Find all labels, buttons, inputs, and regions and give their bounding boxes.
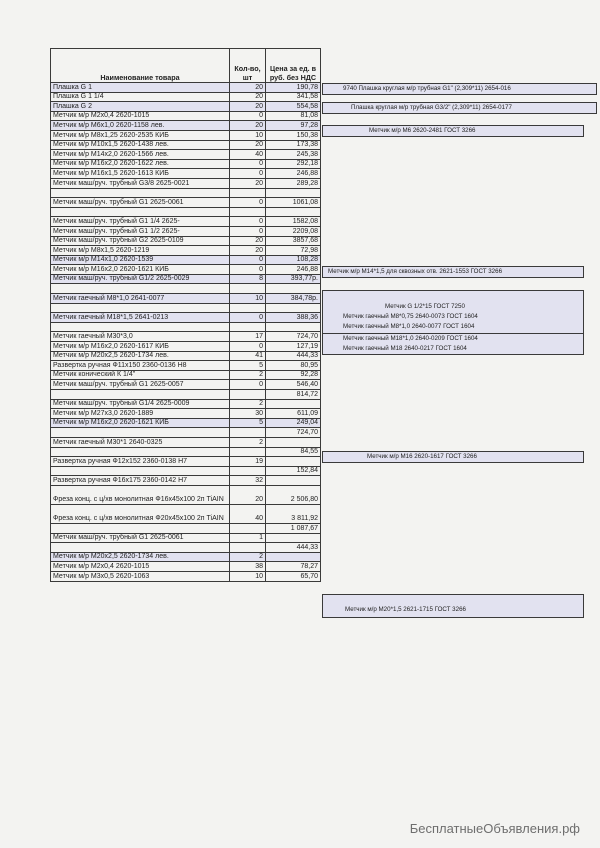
table-row <box>51 370 321 380</box>
cell-qty: 30 <box>230 409 266 419</box>
cell-qty: 2 <box>230 370 266 380</box>
cell-qty: 17 <box>230 332 266 342</box>
table-row <box>51 552 321 562</box>
cell-price: 724,70 <box>266 428 321 438</box>
cell-name: Метчик м/р М8х1,5 2620-1219 <box>51 246 230 256</box>
table-row <box>51 562 321 572</box>
cell-qty: 0 <box>230 255 266 265</box>
table-row <box>51 284 321 294</box>
table-row <box>51 409 321 419</box>
cell-name: Метчик м/р М16х2,0 2620-1622 лев. <box>51 159 230 169</box>
cell-qty: 0 <box>230 313 266 323</box>
table-row <box>51 504 321 523</box>
table-row <box>51 217 321 227</box>
table-row <box>51 313 321 323</box>
cell-name: Метчик м/р М6х1,0 2620-1158 лев. <box>51 121 230 131</box>
table-header-row <box>51 49 321 83</box>
table-row <box>51 294 321 304</box>
cell-price <box>266 552 321 562</box>
cell-name: Развертка ручная Ф16х175 2360-0142 Н7 <box>51 476 230 486</box>
table-row <box>51 533 321 543</box>
cell-name <box>51 207 230 217</box>
cell-price: 78,27 <box>266 562 321 572</box>
table-row <box>51 571 321 581</box>
cell-price <box>266 399 321 409</box>
table-row <box>51 332 321 342</box>
cell-name: Метчик маш/руч. трубный G1 1/4 2625- <box>51 217 230 227</box>
cell-qty: 5 <box>230 418 266 428</box>
cell-price: 152,84 <box>266 466 321 476</box>
cell-price <box>266 457 321 467</box>
cell-price: 3 811,92 <box>266 504 321 523</box>
table-row <box>51 390 321 400</box>
cell-name: Метчик м/р М10х1,5 2620-1438 лев. <box>51 140 230 150</box>
cell-price: 814,72 <box>266 390 321 400</box>
cell-qty: 20 <box>230 236 266 246</box>
table-row <box>51 207 321 217</box>
cell-name: Метчик маш/руч. трубный G1 2625-0061 <box>51 533 230 543</box>
cell-qty: 0 <box>230 159 266 169</box>
cell-price: 72,98 <box>266 246 321 256</box>
cell-qty <box>230 390 266 400</box>
table-row <box>51 380 321 390</box>
cell-qty: 38 <box>230 562 266 572</box>
cell-name <box>51 322 230 332</box>
table-row <box>51 130 321 140</box>
cell-price: 245,38 <box>266 150 321 160</box>
note-7: Метчик гаечный М8*1,0 2640-0077 ГОСТ 1604 <box>343 323 475 330</box>
cell-price: 150,38 <box>266 130 321 140</box>
cell-name <box>51 523 230 533</box>
cell-name: Метчик маш/руч. трубный G1/4 2625-0009 <box>51 399 230 409</box>
cell-price: 2209,08 <box>266 226 321 236</box>
cell-name: Метчик конический К 1/4" <box>51 370 230 380</box>
cell-name: Метчик м/р М2х0,4 2620-1015 <box>51 562 230 572</box>
cell-qty: 10 <box>230 294 266 304</box>
cell-qty: 20 <box>230 246 266 256</box>
cell-name <box>51 428 230 438</box>
cell-qty: 0 <box>230 217 266 227</box>
cell-price: 246,88 <box>266 169 321 179</box>
cell-price: 611,09 <box>266 409 321 419</box>
table-row <box>51 476 321 486</box>
cell-name: Фреза конц. с ц/хв монолитная Ф16х45х100 2п TiAIN <box>51 485 230 504</box>
cell-price: 97,28 <box>266 121 321 131</box>
table-row <box>51 303 321 313</box>
cell-name: Развертка ручная Ф11х150 2360-0136 Н8 <box>51 361 230 371</box>
cell-qty: 0 <box>230 111 266 121</box>
cell-price <box>266 476 321 486</box>
cell-name: Метчик м/р М20х2,5 2620-1734 лев. <box>51 351 230 361</box>
cell-qty: 0 <box>230 342 266 352</box>
table-row <box>51 428 321 438</box>
note-5: Метчик G 1/2*15 ГОСТ 7250 <box>385 303 465 310</box>
cell-name: Метчик маш/руч. трубный G1 2625-0057 <box>51 380 230 390</box>
cell-qty <box>230 447 266 457</box>
cell-qty: 40 <box>230 150 266 160</box>
cell-name: Метчик м/р М27х3,0 2620-1889 <box>51 409 230 419</box>
cell-qty <box>230 188 266 198</box>
table-row <box>51 523 321 533</box>
cell-price: 546,40 <box>266 380 321 390</box>
table-row <box>51 447 321 457</box>
note-3: Метчик м/р М6 2620-2481 ГОСТ 3266 <box>369 127 476 134</box>
table-row <box>51 111 321 121</box>
cell-price: 444,33 <box>266 351 321 361</box>
cell-name: Метчик м/р М8х1,25 2620-2535 КИБ <box>51 130 230 140</box>
cell-qty: 20 <box>230 178 266 188</box>
header-qty: Кол-во, шт <box>230 49 266 83</box>
cell-price <box>266 188 321 198</box>
cell-name: Метчик маш/руч. трубный G2 2625-0109 <box>51 236 230 246</box>
cell-price: 108,28 <box>266 255 321 265</box>
table-row <box>51 150 321 160</box>
table-row <box>51 399 321 409</box>
cell-price: 2 506,80 <box>266 485 321 504</box>
cell-name: Метчик м/р М20х2,5 2620-1734 лев. <box>51 552 230 562</box>
cell-qty: 10 <box>230 571 266 581</box>
cell-name: Метчик маш/руч. трубный G1 2625-0061 <box>51 198 230 208</box>
table-row <box>51 342 321 352</box>
cell-qty: 41 <box>230 351 266 361</box>
cell-qty <box>230 303 266 313</box>
note-2: Плашка круглая м/р трубная G3/2" (2,309*11) 2654-0177 <box>351 104 512 111</box>
cell-price <box>266 322 321 332</box>
note-4: Метчик м/р М14*1,5 для сквозных отв. 2621-1553 ГОСТ 3266 <box>328 268 503 275</box>
cell-qty: 8 <box>230 274 266 284</box>
cell-qty: 20 <box>230 83 266 93</box>
cell-price: 388,36 <box>266 313 321 323</box>
cell-price: 1061,08 <box>266 198 321 208</box>
table-row <box>51 226 321 236</box>
cell-qty: 32 <box>230 476 266 486</box>
table-row <box>51 265 321 275</box>
cell-price: 81,08 <box>266 111 321 121</box>
note-11: Метчик м/р М20*1,5 2621-1715 ГОСТ 3266 <box>345 606 466 613</box>
cell-qty: 0 <box>230 169 266 179</box>
cell-name: Метчик м/р М16х2,0 2620-1621 КИБ <box>51 418 230 428</box>
cell-price: 292,18 <box>266 159 321 169</box>
cell-price: 554,58 <box>266 102 321 112</box>
table-row <box>51 322 321 332</box>
cell-price: 724,70 <box>266 332 321 342</box>
cell-name: Фреза конц. с ц/хв монолитная Ф20х45х100 2п TiAIN <box>51 504 230 523</box>
table-row <box>51 188 321 198</box>
table-row <box>51 140 321 150</box>
cell-qty: 0 <box>230 226 266 236</box>
cell-qty: 20 <box>230 485 266 504</box>
header-name: Наименование товара <box>51 49 230 83</box>
cell-name: Метчик маш/руч. трубный G1/2 2625-0029 <box>51 274 230 284</box>
cell-qty: 0 <box>230 380 266 390</box>
cell-qty <box>230 523 266 533</box>
cell-name: Метчик гаечный М8*1,0 2641-0077 <box>51 294 230 304</box>
cell-name <box>51 284 230 294</box>
note-9: Метчик гаечный М18 2640-0217 ГОСТ 1604 <box>343 345 467 352</box>
cell-name: Метчик м/р М14х1,0 2620-1539 <box>51 255 230 265</box>
cell-name: Метчик маш/руч. трубный G1 1/2 2625- <box>51 226 230 236</box>
table-row <box>51 178 321 188</box>
table-row <box>51 121 321 131</box>
cell-qty: 0 <box>230 265 266 275</box>
cell-qty: 40 <box>230 504 266 523</box>
cell-price: 246,88 <box>266 265 321 275</box>
cell-name: Метчик маш/руч. трубный G3/8 2625-0021 <box>51 178 230 188</box>
cell-price <box>266 284 321 294</box>
cell-price: 190,78 <box>266 83 321 93</box>
cell-qty: 0 <box>230 198 266 208</box>
cell-price: 341,58 <box>266 92 321 102</box>
table-row <box>51 246 321 256</box>
note-6: Метчик гаечный М8*0,75 2640-0073 ГОСТ 1604 <box>343 313 478 320</box>
cell-price <box>266 437 321 447</box>
cell-qty <box>230 543 266 553</box>
cell-name <box>51 390 230 400</box>
table-row <box>51 361 321 371</box>
cell-price: 92,28 <box>266 370 321 380</box>
cell-qty: 10 <box>230 130 266 140</box>
cell-name <box>51 303 230 313</box>
cell-price: 249,04 <box>266 418 321 428</box>
cell-qty: 20 <box>230 92 266 102</box>
cell-name: Метчик м/р М14х2,0 2620-1566 лев. <box>51 150 230 160</box>
cell-qty: 20 <box>230 102 266 112</box>
cell-name <box>51 188 230 198</box>
table-row <box>51 255 321 265</box>
cell-price: 173,38 <box>266 140 321 150</box>
table-row <box>51 351 321 361</box>
cell-qty: 2 <box>230 552 266 562</box>
cell-qty <box>230 284 266 294</box>
cell-qty: 1 <box>230 533 266 543</box>
cell-name <box>51 447 230 457</box>
cell-qty <box>230 322 266 332</box>
cell-price: 1 087,67 <box>266 523 321 533</box>
cell-name: Плашка G 2 <box>51 102 230 112</box>
note-10: Метчик м/р М16 2620-1617 ГОСТ 3266 <box>367 453 477 460</box>
table-row <box>51 466 321 476</box>
cell-price: 80,95 <box>266 361 321 371</box>
cell-price: 127,19 <box>266 342 321 352</box>
header-price: Цена за ед. в руб. без НДС <box>266 49 321 83</box>
table-row <box>51 457 321 467</box>
table-row <box>51 159 321 169</box>
table-row <box>51 83 321 93</box>
table-row <box>51 102 321 112</box>
cell-qty: 19 <box>230 457 266 467</box>
cell-name: Метчик м/р М2х0,4 2620-1015 <box>51 111 230 121</box>
cell-price: 1582,08 <box>266 217 321 227</box>
cell-name: Метчик м/р М16х2,0 2620-1621 КИБ <box>51 265 230 275</box>
table-row <box>51 198 321 208</box>
cell-name: Развертка ручная Ф12х152 2360-0138 Н7 <box>51 457 230 467</box>
cell-price: 444,33 <box>266 543 321 553</box>
price-table <box>50 48 321 582</box>
cell-qty: 2 <box>230 437 266 447</box>
cell-name <box>51 466 230 476</box>
cell-price: 289,28 <box>266 178 321 188</box>
cell-price: 3857,68 <box>266 236 321 246</box>
table-row <box>51 236 321 246</box>
cell-qty: 5 <box>230 361 266 371</box>
cell-name: Метчик м/р М3х0,5 2620-1063 <box>51 571 230 581</box>
table-row <box>51 274 321 284</box>
cell-qty <box>230 466 266 476</box>
cell-qty: 20 <box>230 121 266 131</box>
table-row <box>51 485 321 504</box>
table-row <box>51 418 321 428</box>
cell-name: Метчик гаечный М18*1,5 2641-0213 <box>51 313 230 323</box>
cell-qty <box>230 428 266 438</box>
cell-name: Плашка G 1 1/4 <box>51 92 230 102</box>
table-row <box>51 92 321 102</box>
cell-price <box>266 303 321 313</box>
cell-name: Метчик гаечный М30*1 2640-0325 <box>51 437 230 447</box>
cell-name: Метчик м/р М16х1,5 2620-1613 КИБ <box>51 169 230 179</box>
cell-price <box>266 207 321 217</box>
cell-name <box>51 543 230 553</box>
cell-qty: 2 <box>230 399 266 409</box>
table-row <box>51 169 321 179</box>
cell-price: 393,77р. <box>266 274 321 284</box>
cell-qty: 20 <box>230 140 266 150</box>
cell-price: 384,78р. <box>266 294 321 304</box>
cell-name: Метчик м/р М16х2,0 2620-1617 КИБ <box>51 342 230 352</box>
cell-price: 65,70 <box>266 571 321 581</box>
site-watermark: БесплатныеОбъявления.рф <box>409 821 580 836</box>
table-row <box>51 437 321 447</box>
table-row <box>51 543 321 553</box>
note-1: 9740 Плашка круглая м/р трубная G1" (2,309*11) 2654-016 <box>343 85 511 92</box>
cell-name: Метчик гаечный М30*3,0 <box>51 332 230 342</box>
cell-qty <box>230 207 266 217</box>
cell-price: 84,55 <box>266 447 321 457</box>
cell-price <box>266 533 321 543</box>
cell-name: Плашка G 1 <box>51 83 230 93</box>
note-8: Метчик гаечный М18*1,0 2640-0209 ГОСТ 1604 <box>343 335 478 342</box>
